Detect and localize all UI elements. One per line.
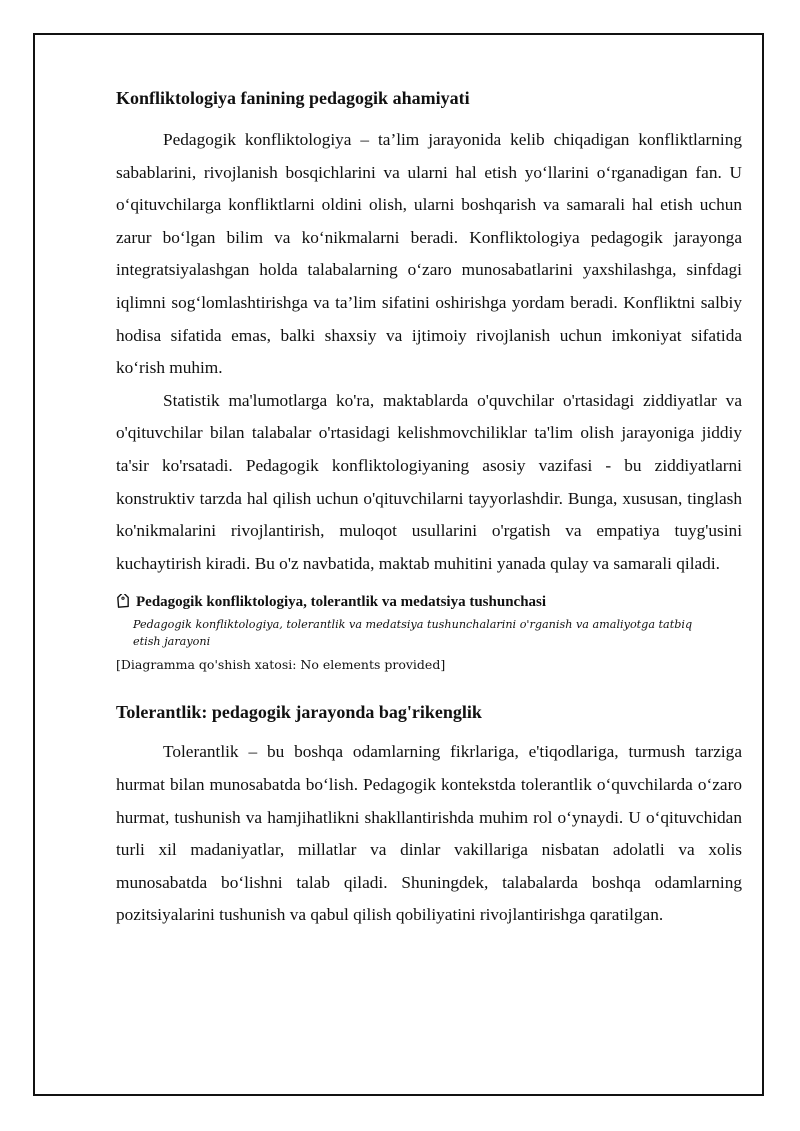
section-heading-tolerantlik: Tolerantlik: pedagogik jarayonda bag'rikenglik <box>116 702 482 723</box>
paragraph-statistics: Statistik ma'lumotlarga ko'ra, maktablarda o'quvchilar o'rtasidagi ziddiyatlar va o'qituvchilar bilan talabalar o'rtasidagi kelishmovchiliklar ta'lim olish jarayoniga jiddiy ta'sir ko'rsatadi. Pedagogik konfliktologiyaning asosiy vazifasi - bu ziddiyatlarni konstruktiv tarzda hal qilish uchun o'qituvchilarni tayyorlashdir. Bunga, xususan, tinglash ko'nikmalarini rivojlantirish, muloqot usullarini o'rgatish va empatiya tuyg'usini kuchaytirish kiradi. Bu o'z navbatida, maktab muhitini yanada qulay va samarali qiladi. <box>116 390 742 573</box>
diagram-title: Pedagogik konfliktologiya, tolerantlik va medatsiya tushunchasi <box>136 594 547 611</box>
paragraph-konfliktologiya-definition: Pedagogik konfliktologiya – ta’lim jarayonida kelib chiqadigan konfliktlarning sabablarini, rivojlanish bosqichlarini va ularni hal etish yo‘llarini o‘rganadigan fan. U o‘qituvchilarga konfliktlarni oldini olish, ularni boshqarish va samarali hal etish uchun zarur bo‘lgan bilim va ko‘nikmalarni beradi. Konfliktologiya pedagogik jarayonga integratsiyalashgan holda talabalarning o‘zaro munosabatlarini yaxshilashga, sinfdagi iqlimni sog‘lomlashtirishga va ta’lim sifatini oshirishga yordam beradi. Konfliktni salbiy hodisa sifatida emas, balki shaxsiy va ijtimoiy rivojlanish uchun imkoniyat sifatida ko‘rish muhim. <box>116 130 742 378</box>
paragraph-tolerantlik-definition: Tolerantlik – bu boshqa odamlarning fikrlariga, e'tiqodlariga, turmush tarziga hurmat bilan munosabatda bo‘lish. Pedagogik kontekstda tolerantlik o‘quvchilarda o‘zaro hurmat, tushunish va hamjihatlikni shakllantirishda muhim rol o‘ynaydi. U o‘qituvchidan turli xil madaniyatlar, millatlar va dinlar vakillariga nisbatan adolatli va xolis munosabatda bo‘lishni talab qiladi. Shuningdek, talabalarda boshqa odamlarning pozitsiyalarini tushunish va qabul qilish qobiliyatini rivojlantirishga qaratilgan. <box>116 742 742 925</box>
diagram-subtitle: Pedagogik konfliktologiya, tolerantlik va medatsiya tushunchalarini o'rganish va amaliyotga tatbiq etish jarayoni <box>133 618 693 649</box>
section-heading-konfliktologiya: Konfliktologiya fanining pedagogik ahamiyati <box>116 88 470 108</box>
diagram-error-message: [Diagramma qo'shish xatosi: No elements provided] <box>116 657 446 673</box>
diagram-title-row <box>115 592 742 612</box>
diagram-placeholder <box>116 592 742 674</box>
tag-icon <box>115 594 131 610</box>
document-body <box>116 86 742 932</box>
